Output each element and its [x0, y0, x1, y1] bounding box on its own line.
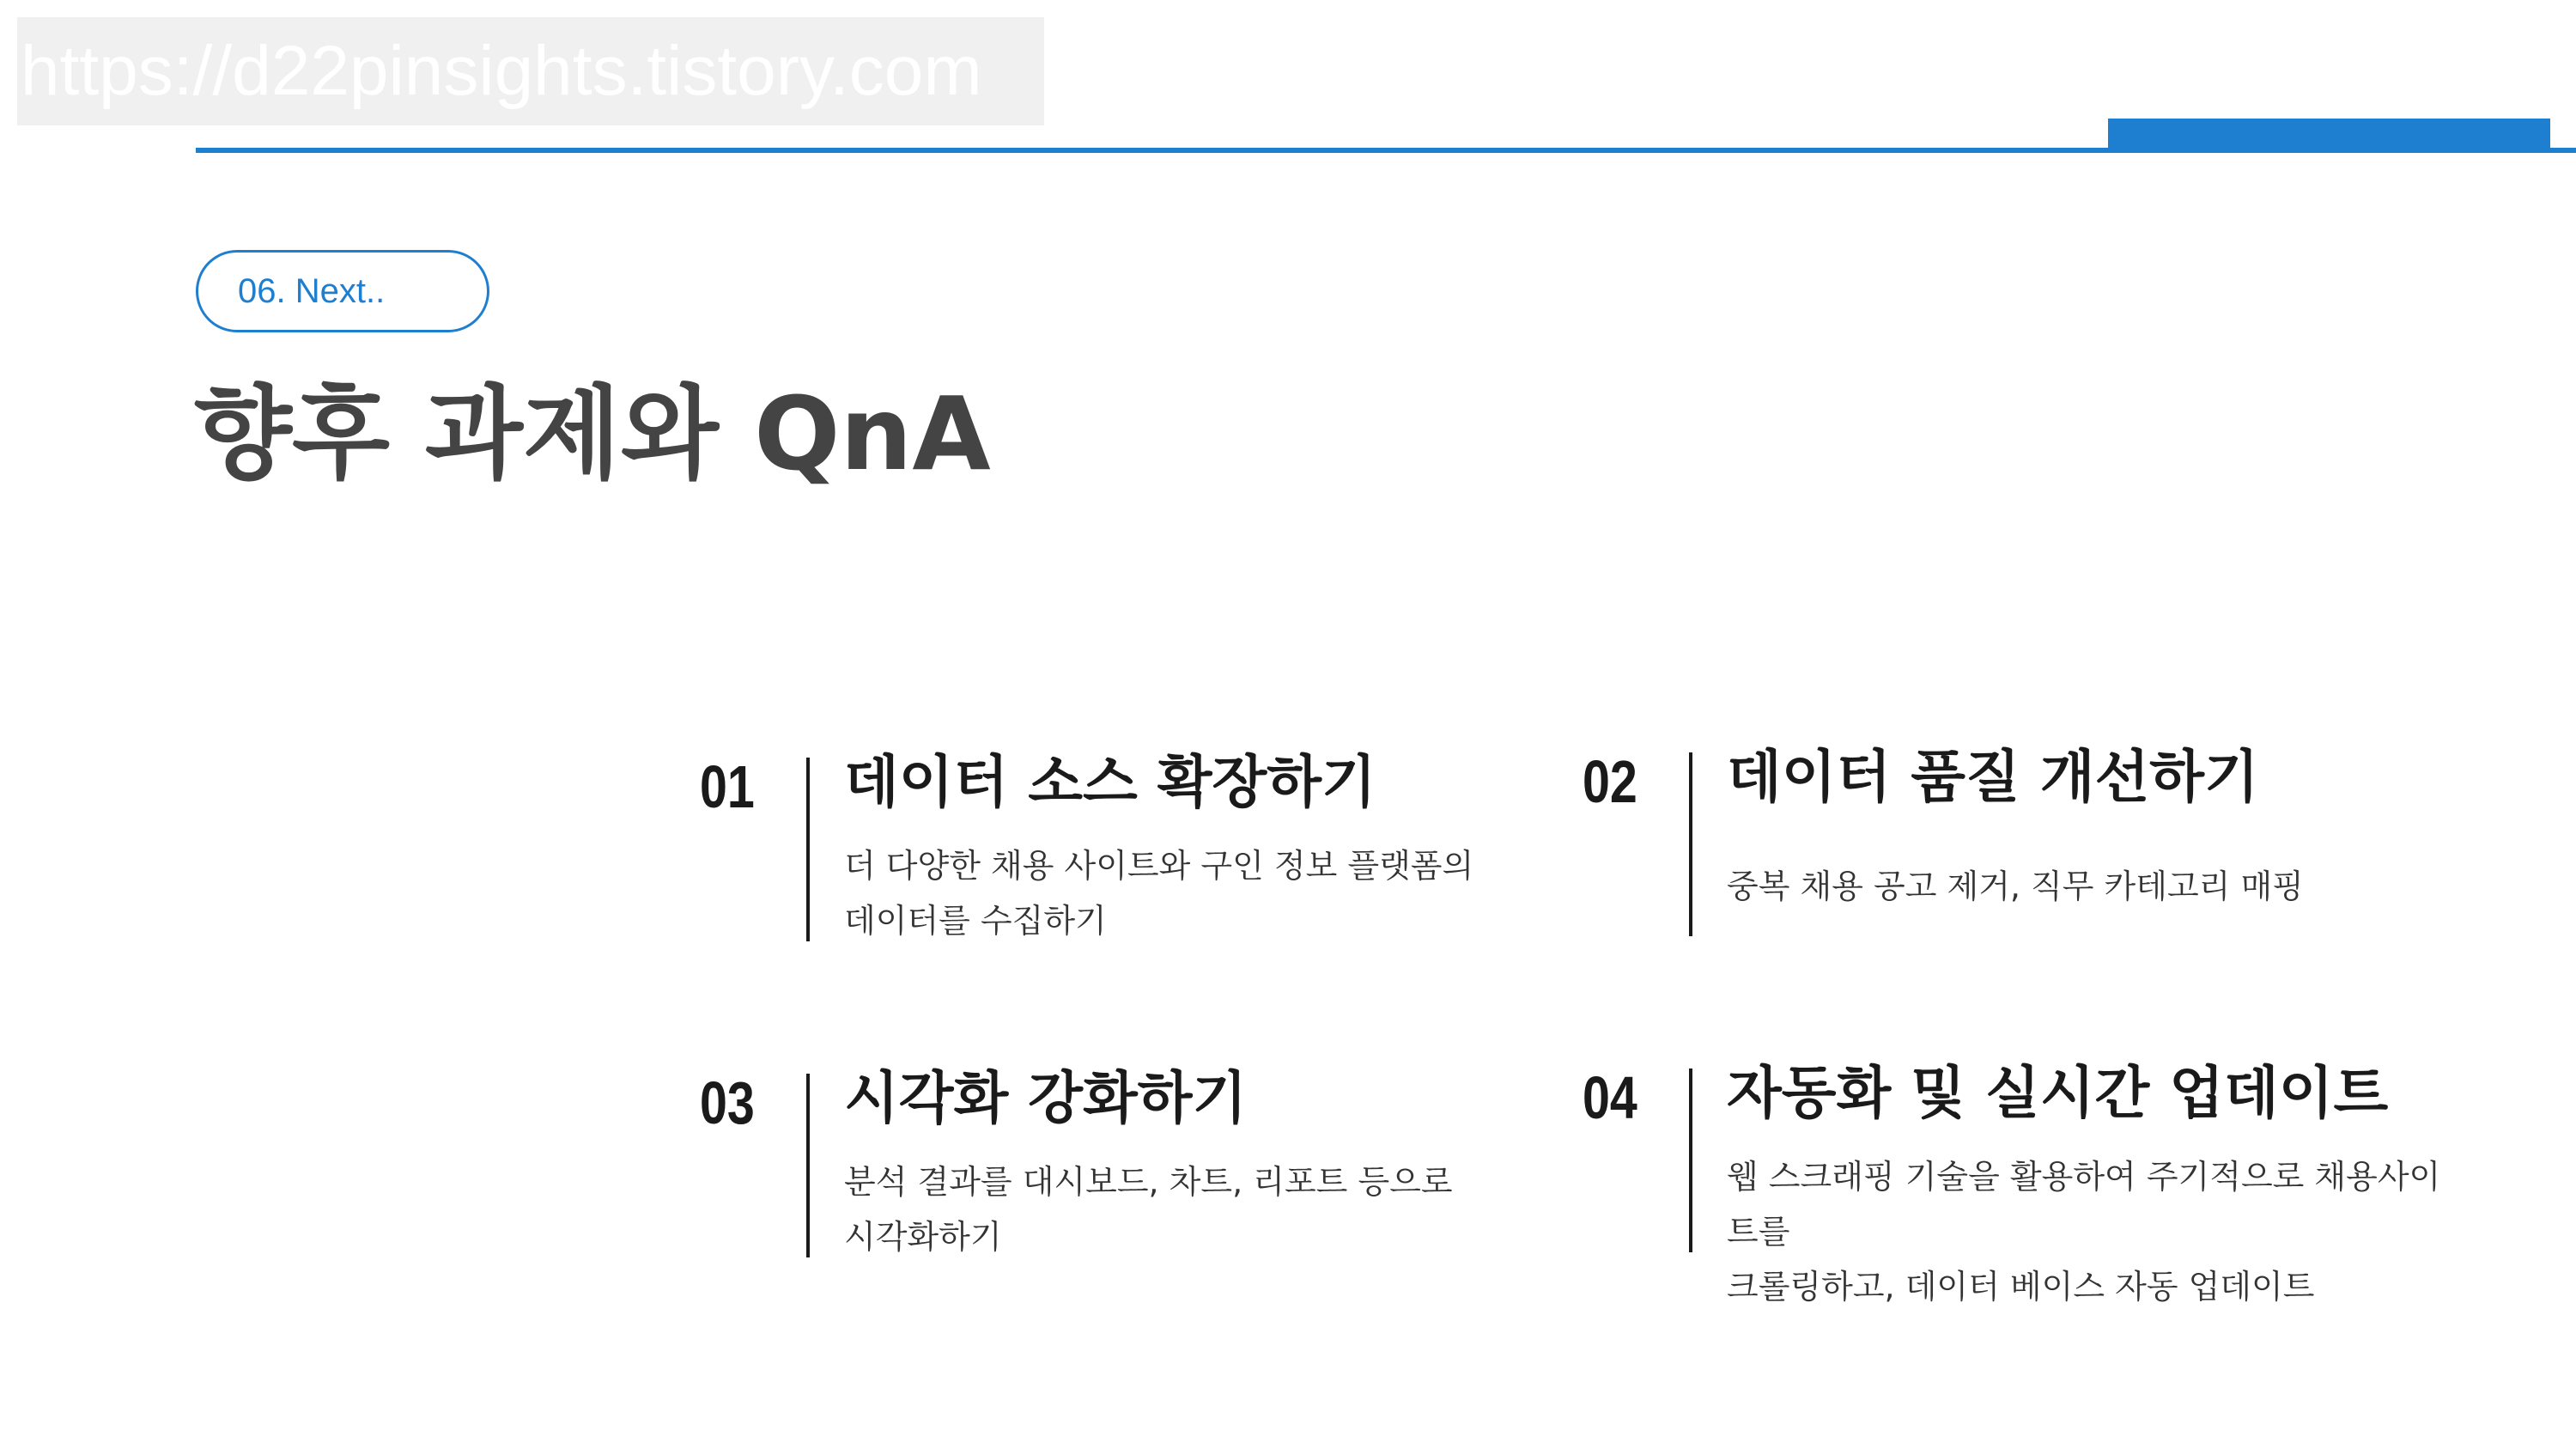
task-description — [1727, 859, 2465, 914]
task-heading: 시각화 강화하기 — [844, 1065, 1248, 1131]
watermark-url: https://d22pinsights.tistory.com — [17, 17, 1044, 125]
task-number: 02 — [1583, 748, 1637, 815]
task-number: 03 — [700, 1069, 755, 1136]
task-description-line: 분석 결과를 대시보드, 차트, 리포트 등으로 — [844, 1163, 1453, 1201]
task-number: 01 — [700, 753, 755, 820]
task-description-line: 웹 스크래핑 기술을 활용하여 주기적으로 채용사이트를 — [1727, 1158, 2441, 1251]
task-heading: 데이터 소스 확장하기 — [844, 749, 1376, 815]
task-description — [1727, 1149, 2465, 1314]
header-rule — [196, 148, 2576, 153]
page-title: 향후 과제와 QnA — [194, 374, 991, 493]
task-description-line: 더 다양한 채용 사이트와 구인 정보 플랫폼의 — [844, 847, 1474, 885]
task-description-line: 중복 채용 공고 제거, 직무 카테고리 매핑 — [1727, 868, 2304, 905]
task-description-line: 데이터를 수집하기 — [844, 902, 1107, 940]
task-description — [844, 1154, 1583, 1264]
task-description — [844, 838, 1583, 948]
task-divider — [1689, 752, 1692, 936]
task-description-line: 크롤링하고, 데이터 베이스 자동 업데이트 — [1727, 1268, 2315, 1306]
task-divider — [806, 758, 810, 941]
header-accent-bar — [2108, 119, 2550, 148]
task-divider — [806, 1074, 810, 1257]
task-divider — [1689, 1068, 1692, 1252]
section-label: 06. Next.. — [196, 250, 489, 332]
task-heading: 자동화 및 실시간 업데이트 — [1727, 1060, 2389, 1126]
task-description-line: 시각화하기 — [844, 1218, 1002, 1256]
task-heading: 데이터 품질 개선하기 — [1727, 744, 2259, 810]
task-number: 04 — [1583, 1064, 1637, 1131]
